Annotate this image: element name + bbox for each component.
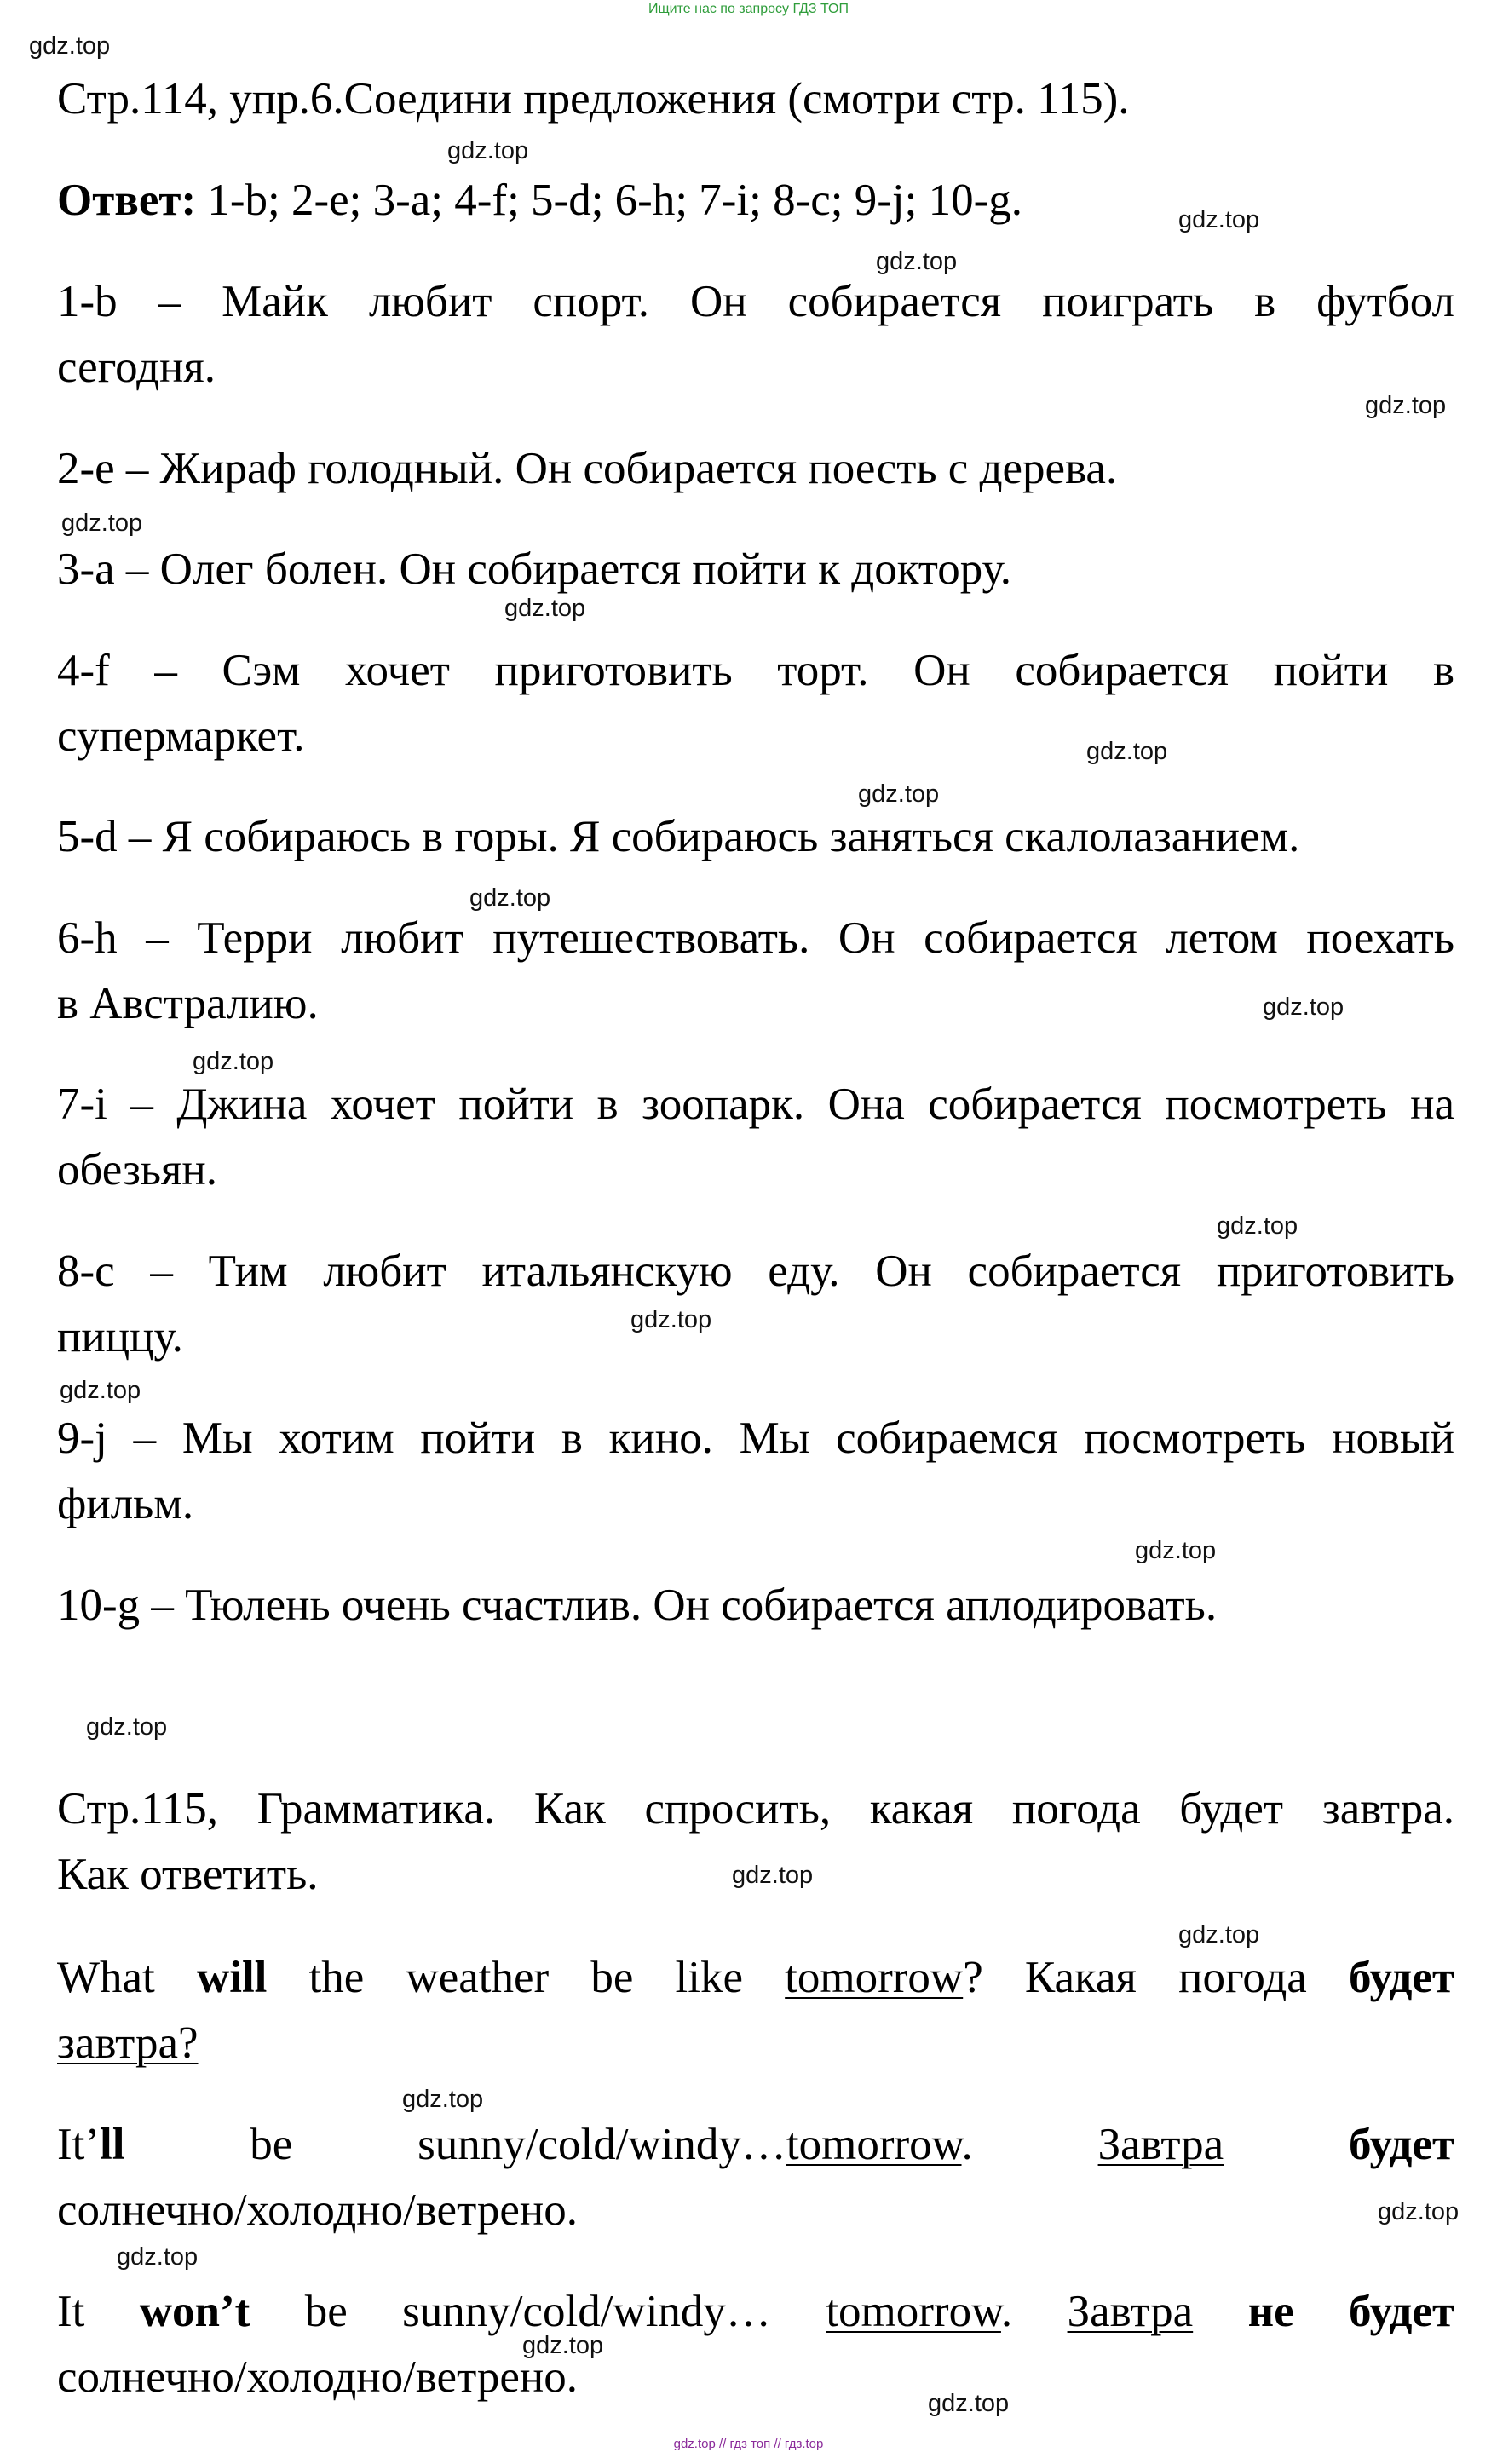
watermark: gdz.top <box>1178 206 1260 233</box>
sentence-6-line-2: в Австралию. <box>57 979 319 1028</box>
bottom-banner: gdz.top // гдз топ // гдз.top <box>673 2437 824 2451</box>
watermark: gdz.top <box>29 32 111 60</box>
watermark: gdz.top <box>504 595 586 622</box>
sentence-1-line-2: сегодня. <box>57 343 216 392</box>
sentence-6-line-1: 6-h – Терри любит путешествовать. Он собирается летом поехать <box>57 913 1454 963</box>
watermark: gdz.top <box>876 248 958 275</box>
watermark: gdz.top <box>858 780 940 808</box>
sentence-2: 2-e – Жираф голодный. Он собирается поесть с дерева. <box>57 444 1118 493</box>
answer2-line-1: It won’t be sunny/cold/windy… tomorrow. Завтра не будет <box>57 2287 1455 2336</box>
watermark: gdz.top <box>522 2332 604 2359</box>
sentence-8-line-2: пиццу. <box>57 1312 183 1362</box>
sentence-7-line-1: 7-i – Джина хочет пойти в зоопарк. Она собирается посмотреть на <box>57 1079 1454 1129</box>
answer-text: 1-b; 2-e; 3-a; 4-f; 5-d; 6-h; 7-i; 8-c; 9-j; 10-g. <box>196 176 1023 225</box>
sentence-1-line-1: 1-b – Майк любит спорт. Он собирается поиграть в футбол <box>57 277 1454 326</box>
watermark: gdz.top <box>117 2243 199 2271</box>
exercise-heading: Стр.114, упр.6.Соедини предложения (смотри стр. 115). <box>57 74 1130 124</box>
watermark: gdz.top <box>1178 1921 1260 1949</box>
watermark: gdz.top <box>60 1377 141 1404</box>
sentence-10: 10-g – Тюлень очень счастлив. Он собирается аплодировать. <box>57 1580 1218 1630</box>
question-line-1: What will the weather be like tomorrow? Какая погода будет <box>57 1953 1454 2002</box>
sentence-4-line-2: супермаркет. <box>57 711 305 761</box>
sentence-7-line-2: обезьян. <box>57 1145 218 1195</box>
answer2-line-2: солнечно/холодно/ветрено. <box>57 2352 579 2402</box>
sentence-4-line-1: 4-f – Сэм хочет приготовить торт. Он собирается пойти в <box>57 646 1454 695</box>
sentence-8-line-1: 8-c – Тим любит итальянскую еду. Он собирается приготовить <box>57 1246 1454 1296</box>
watermark: gdz.top <box>86 1713 168 1741</box>
watermark: gdz.top <box>193 1048 274 1075</box>
watermark: gdz.top <box>1217 1212 1298 1240</box>
watermark: gdz.top <box>402 2086 484 2113</box>
grammar-heading-line-1: Стр.115, Грамматика. Как спросить, какая погода будет завтра. <box>57 1784 1454 1834</box>
watermark: gdz.top <box>1135 1537 1217 1564</box>
top-banner: Ищите нас по запросу ГДЗ ТОП <box>648 2 849 16</box>
answer-label: Ответ: <box>57 176 197 225</box>
watermark: gdz.top <box>1263 993 1344 1021</box>
answer1-line-1: It’ll be sunny/cold/windy…tomorrow. Завтра будет <box>57 2120 1454 2169</box>
watermark: gdz.top <box>1365 392 1447 419</box>
watermark: gdz.top <box>61 509 143 537</box>
answer-line <box>57 168 1022 233</box>
sentence-9-line-2: фильм. <box>57 1479 194 1528</box>
watermark: gdz.top <box>469 884 551 912</box>
watermark: gdz.top <box>630 1306 712 1333</box>
sentence-9-line-1: 9-j – Мы хотим пойти в кино. Мы собираемся посмотреть новый <box>57 1413 1454 1463</box>
watermark: gdz.top <box>928 2390 1010 2417</box>
question-line-2: завтра? <box>57 2018 199 2068</box>
watermark: gdz.top <box>732 1862 814 1889</box>
sentence-3: 3-a – Олег болен. Он собирается пойти к доктору. <box>57 544 1011 594</box>
sentence-5: 5-d – Я собираюсь в горы. Я собираюсь заняться скалолазанием. <box>57 812 1300 861</box>
watermark: gdz.top <box>1378 2198 1460 2225</box>
answer1-line-2: солнечно/холодно/ветрено. <box>57 2185 579 2235</box>
grammar-heading-line-2: Как ответить. <box>57 1850 319 1899</box>
watermark: gdz.top <box>447 137 529 164</box>
watermark: gdz.top <box>1086 738 1168 765</box>
